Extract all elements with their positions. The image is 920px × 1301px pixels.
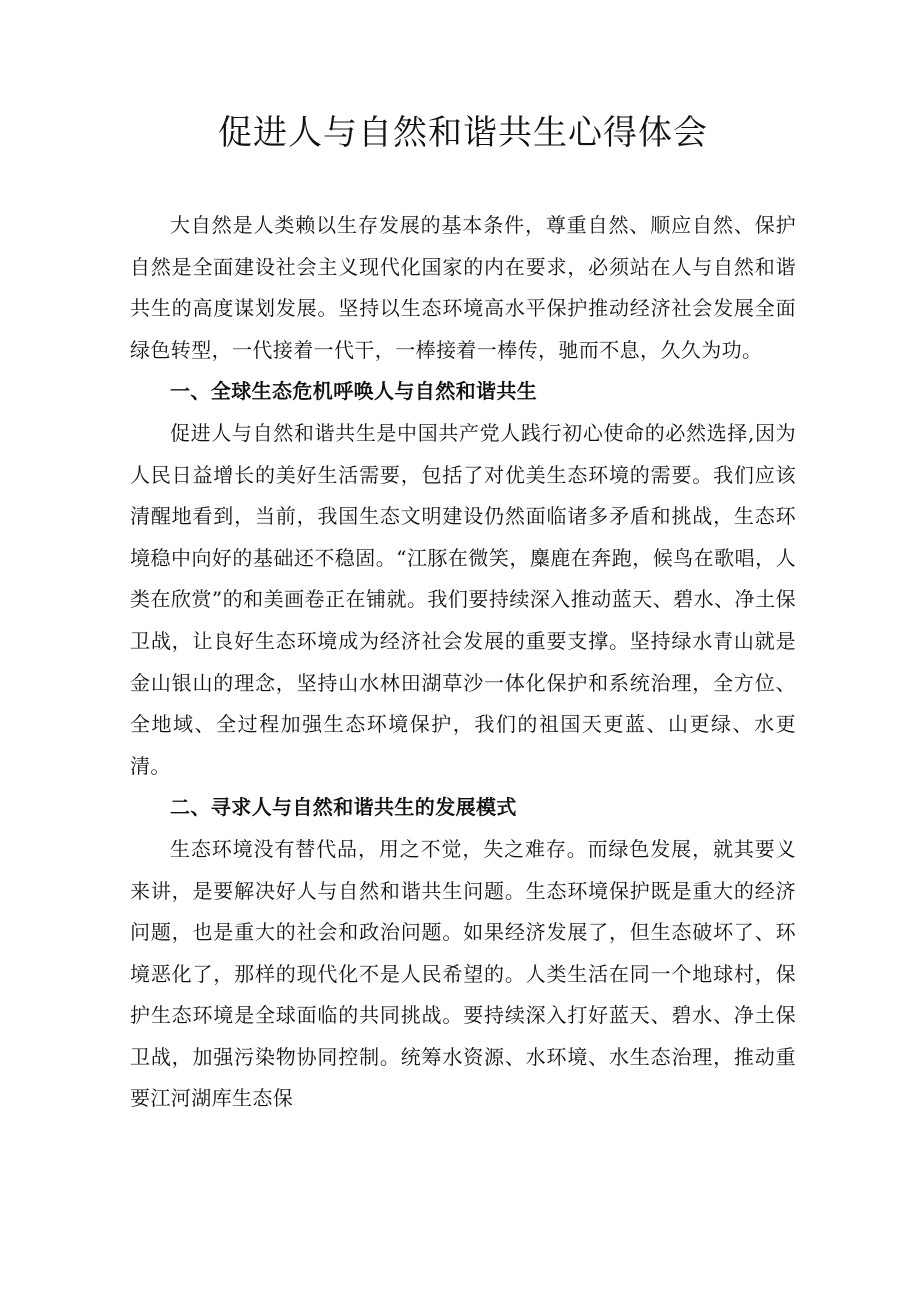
section-1-heading: 一、全球生态危机呼唤人与自然和谐共生: [170, 379, 538, 404]
intro-paragraph: 大自然是人类赖以生存发展的基本条件，尊重自然、顺应自然、保护自然是全面建设社会主义现代化国家的内在要求，必须站在人与自然和谐共生的高度谋划发展。坚持以生态环境高水平保护推动经济社会发展全面绿色转型，一代接着一代干，一棒接着一棒传，驰而不息，久久为功。: [130, 213, 796, 362]
section-2-heading: 二、寻求人与自然和谐共生的发展模式: [170, 795, 517, 820]
document-body: [130, 205, 796, 1120]
document-title: 促进人与自然和谐共生心得体会: [218, 113, 708, 153]
section-1-paragraph: 促进人与自然和谐共生是中国共产党人践行初心使命的必然选择,因为人民日益增长的美好生活需要，包括了对优美生态环境的需要。我们应该清醒地看到，当前，我国生态文明建设仍然面临诸多矛盾和挑战，生态环境稳中向好的基础还不稳固。“江豚在微笑，麋鹿在奔跑，候鸟在歌唱，人类在欣赏”的和美画卷正在铺就。我们要持续深入推动蓝天、碧水、净土保卫战，让良好生态环境成为经济社会发展的重要支撑。坚持绿水青山就是金山银山的理念，坚持山水林田湖草沙一体化保护和系统治理，全方位、全地域、全过程加强生态环境保护，我们的祖国天更蓝、山更绿、水更清。: [130, 420, 796, 778]
section-2-paragraph: 生态环境没有替代品，用之不觉，失之难存。而绿色发展，就其要义来讲，是要解决好人与自然和谐共生问题。生态环境保护既是重大的经济问题，也是重大的社会和政治问题。如果经济发展了，但生态破坏了、环境恶化了，那样的现代化不是人民希望的。人类生活在同一个地球村，保护生态环境是全球面临的共同挑战。要持续深入打好蓝天、碧水、净土保卫战，加强污染物协同控制。统筹水资源、水环境、水生态治理，推动重要江河湖库生态保: [130, 836, 796, 1111]
